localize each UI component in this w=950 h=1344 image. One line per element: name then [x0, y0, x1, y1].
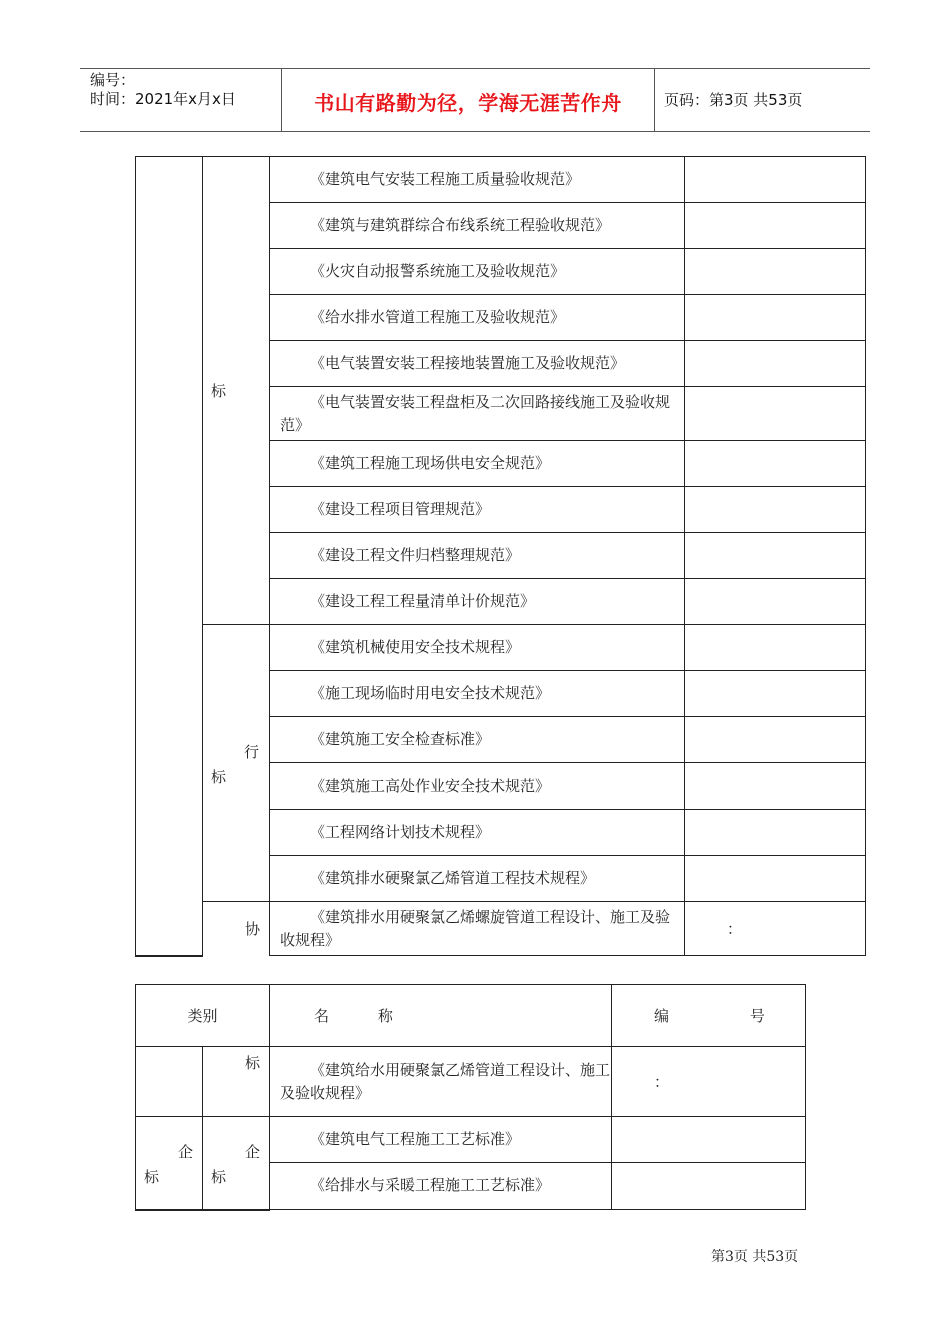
- subcategory-cell: [203, 902, 270, 956]
- header-meta: [90, 71, 280, 109]
- standard-name: 《火灾自动报警系统施工及验收规范》: [270, 249, 685, 295]
- subcategory-cell: [203, 1047, 270, 1117]
- standard-name: 《建筑施工安全检查标准》: [270, 717, 685, 763]
- standard-name: 《建筑排水用硬聚氯乙烯螺旋管道工程设计、施工及验收规程》: [270, 902, 685, 956]
- standard-code: [685, 441, 866, 487]
- standard-name: 《施工现场临时用电安全技术规范》: [270, 671, 685, 717]
- standard-name: 《电气装置安装工程接地装置施工及验收规范》: [270, 341, 685, 387]
- subcategory-label: 标: [245, 1054, 261, 1072]
- header-page-number: 页码：第3页 共53页: [664, 91, 803, 109]
- standard-code: [685, 341, 866, 387]
- category-cell: [136, 1047, 203, 1117]
- standard-name: 《建筑给水用硬聚氯乙烯管道工程设计、施工及验收规程》: [270, 1047, 612, 1117]
- subcategory-label: 标: [211, 382, 227, 400]
- standard-code: [685, 487, 866, 533]
- standard-name: 《建筑工程施工现场供电安全规范》: [270, 441, 685, 487]
- header-name-char: 名: [314, 1007, 330, 1025]
- header-date: 时间：2021年x月x日: [90, 90, 236, 108]
- cell-bottom-rule: [135, 1209, 270, 1211]
- header-name-char: 称: [377, 1007, 393, 1025]
- category-cell: [136, 1117, 203, 1210]
- standard-name: 《建设工程项目管理规范》: [270, 487, 685, 533]
- standard-code: ：: [612, 1047, 806, 1117]
- standard-code: [685, 203, 866, 249]
- header-code-char: 号: [749, 1007, 765, 1025]
- subcategory-label: 标: [211, 768, 227, 786]
- header-code-char: 编: [654, 1007, 670, 1025]
- standard-name: 《工程网络计划技术规程》: [270, 809, 685, 855]
- standard-code: [685, 579, 866, 625]
- standard-name: 《给排水与采暖工程施工工艺标准》: [270, 1163, 612, 1209]
- standard-name: 《电气装置安装工程盘柜及二次回路接线施工及验收规范》: [270, 387, 685, 441]
- standard-name: 《建筑电气安装工程施工质量验收规范》: [270, 157, 685, 203]
- subcategory-label: 协: [245, 920, 261, 939]
- standard-name: 《建筑施工高处作业安全技术规范》: [270, 763, 685, 809]
- standard-name: 《建设工程工程量清单计价规范》: [270, 579, 685, 625]
- standard-code: [685, 763, 866, 809]
- page-header: [80, 68, 870, 132]
- standard-code: ：: [685, 902, 866, 956]
- standard-name: 《建设工程文件归档整理规范》: [270, 533, 685, 579]
- standards-table-continued: [135, 984, 806, 1210]
- standard-code: [685, 625, 866, 671]
- standard-name: 《给水排水管道工程施工及验收规范》: [270, 295, 685, 341]
- standard-name: 《建筑机械使用安全技术规程》: [270, 625, 685, 671]
- standard-name: 《建筑电气工程施工工艺标准》: [270, 1117, 612, 1163]
- standard-code: [685, 387, 866, 441]
- standard-code: [612, 1163, 806, 1209]
- subcategory-cell: [203, 625, 270, 902]
- standard-code: [685, 809, 866, 855]
- category-label: 标: [144, 1168, 160, 1186]
- standard-code: [685, 249, 866, 295]
- subcategory-cell: [203, 157, 270, 625]
- header-serial: 编号：: [90, 71, 136, 89]
- cell-bottom-rule: [135, 955, 203, 957]
- category-label: 企: [178, 1143, 194, 1161]
- category-cell: [136, 157, 203, 956]
- header-code: [612, 985, 806, 1047]
- subcategory-label: 行: [244, 743, 260, 761]
- subcategory-label: 标: [211, 1168, 227, 1186]
- standard-code: [685, 533, 866, 579]
- header-divider: [654, 69, 655, 131]
- standards-table: [135, 156, 866, 956]
- standard-name: 《建筑与建筑群综合布线系统工程验收规范》: [270, 203, 685, 249]
- header-motto: 书山有路勤为径，学海无涯苦作舟: [314, 91, 622, 115]
- standard-code: [685, 855, 866, 901]
- standard-code: [612, 1117, 806, 1163]
- header-category: 类别: [136, 985, 270, 1047]
- subcategory-cell: [203, 1117, 270, 1210]
- standard-code: [685, 295, 866, 341]
- header-name: [270, 985, 612, 1047]
- standard-code: [685, 717, 866, 763]
- standard-code: [685, 671, 866, 717]
- standard-name: 《建筑排水硬聚氯乙烯管道工程技术规程》: [270, 855, 685, 901]
- standard-code: [685, 157, 866, 203]
- subcategory-label: 企: [245, 1143, 261, 1161]
- page-footer: 第3页 共53页: [711, 1249, 799, 1265]
